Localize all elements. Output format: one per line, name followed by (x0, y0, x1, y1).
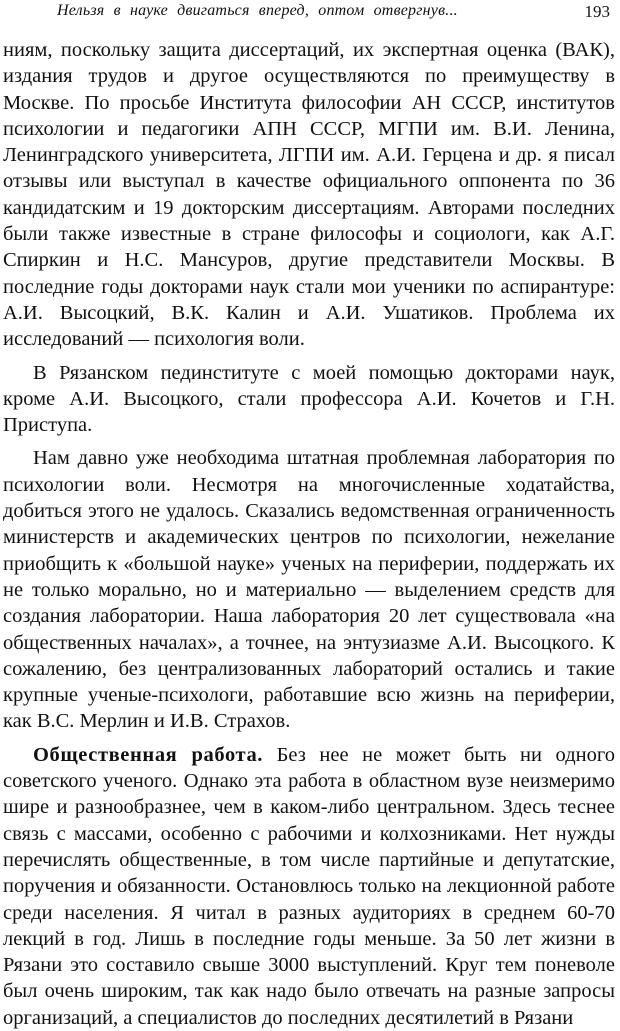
body-text (3, 37, 615, 1031)
running-title: Нельзя в науке двигаться вперед, оптом отвергнув... (57, 2, 458, 19)
page-number: 193 (584, 2, 610, 21)
section-lead-heading: Общественная работа. (33, 743, 264, 766)
running-header (0, 0, 620, 26)
paragraph-public-work-text: Без нее не может быть ни одного советского ученого. Однако эта работа в областном вузе неизмеримо шире и разнообразнее, чем в каком-либо центральном. Здесь теснее связь с массами, особенно с рабочими и колхозниками. Нет нужды перечислять общественные, в том числе партийные и депутатские, поручения и обязанности. Остановлюсь только на лекционной работе среди населения. Я читал в разных аудиториях в среднем 60-70 лекций в год. Лишь в последние годы меньше. За 50 лет жизни в Рязани это составило свыше 3000 выступлений. Круг тем поневоле был очень широким, так как надо было отвечать на разные запросы организаций, а специалистов до последних десятилетий в Рязани (3, 743, 615, 1029)
paragraph-continued: ниям, поскольку защита диссертаций, их экспертная оценка (ВАК), издания трудов и другое осуществляются по преимуществу в Москве. По просьбе Института философии АН СССР, институтов психологии и педагогики АПН СССР, МГПИ им. В.И. Ленина, Ленинградского университета, ЛГПИ им. А.И. Герцена и др. я писал отзывы или выступал в качестве официального оппонента по 36 кандидатским и 19 докторским диссертациям. Авторами последних были также известные в стране философы и социологи, как А.Г. Спиркин и Н.С. Мансуров, другие представители Москвы. В последние годы докторами наук стали мои ученики по аспирантуре: А.И. Высоцкий, В.К. Калин и А.И. Ушатиков. Проблема их исследований — психология воли. (3, 39, 615, 351)
paragraph-laboratory: Нам давно уже необходима штатная проблемная лаборатория по психологии воли. Несмотря на многочисленные ходатайства, добиться этого не удалось. Сказались ведомственная ограниченность министерств и академических центров по психологии, нежелание приобщить к «большой науке» ученых на периферии, поддержать их не только морально, но и материально — выделением средств для создания лаборатории. Наша лаборатория 20 лет существовала «на общественных началах», а точнее, на энтузиазме А.И. Высоцкого. К сожалению, без централизованных лабораторий остались и такие крупные ученые-психологи, работавшие всю жизнь на периферии, как В.С. Мерлин и И.В. Страхов. (3, 447, 615, 733)
paragraph-ryazan-institute: В Рязанском пединституте с моей помощью докторами наук, кроме А.И. Высоцкого, стали профессора А.И. Кочетов и Г.Н. Приступа. (3, 361, 615, 437)
paragraph-public-work (3, 742, 615, 1031)
